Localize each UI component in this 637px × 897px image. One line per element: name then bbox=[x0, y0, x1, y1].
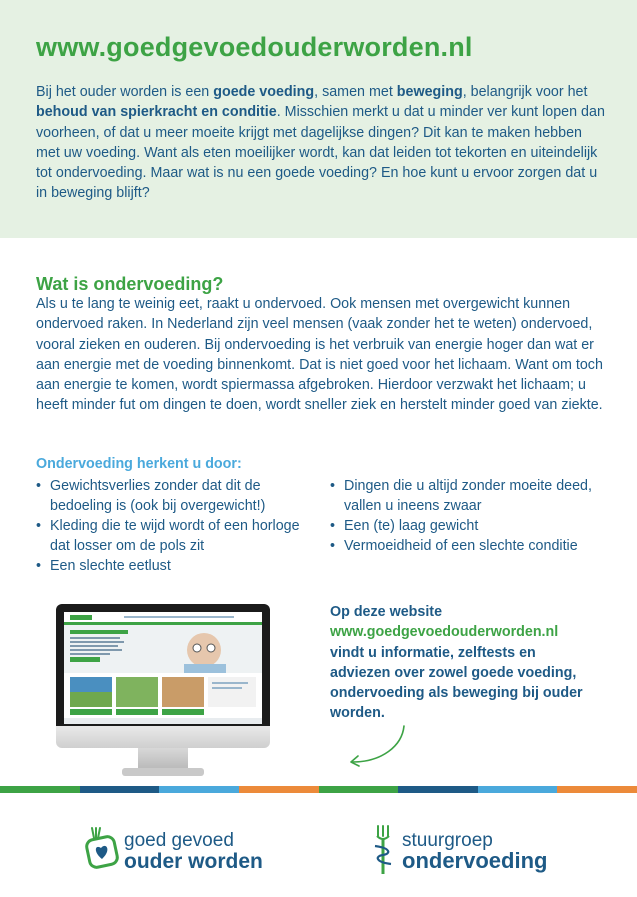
intro-emphasis-beweging: beweging bbox=[396, 84, 463, 100]
caduceus-fork-icon bbox=[368, 824, 398, 876]
callout-url-link[interactable]: www.goedgevoedouderworden.nl bbox=[330, 624, 559, 641]
logo-left-line1: goed gevoed bbox=[124, 830, 234, 851]
signs-title: Ondervoeding herkent u door: bbox=[36, 456, 242, 472]
preview-person bbox=[187, 633, 221, 667]
intro-paragraph bbox=[36, 82, 606, 204]
monitor-chin bbox=[56, 726, 270, 748]
stripe-segment bbox=[159, 786, 239, 793]
stripe-segment bbox=[319, 786, 399, 793]
stripe-segment bbox=[0, 786, 80, 793]
curved-arrow-icon bbox=[342, 724, 412, 768]
preview-tile-2 bbox=[116, 677, 158, 707]
website-monitor-image bbox=[56, 604, 270, 780]
callout-line1: Op deze website bbox=[330, 604, 443, 620]
signs-list-left bbox=[36, 476, 306, 576]
intro-text: , belangrijk voor het bbox=[462, 84, 588, 100]
stripe-segment bbox=[80, 786, 160, 793]
logo-left-line2: ouder worden bbox=[124, 850, 263, 873]
monitor-foot bbox=[122, 768, 204, 776]
logo-right-line2: ondervoeding bbox=[402, 848, 548, 873]
callout-line2: vindt u informatie, zelftests en adviezen over zowel goede voeding, ondervoeding als beweging bij ouder worden. bbox=[330, 644, 583, 722]
stripe-segment bbox=[398, 786, 478, 793]
stripe-segment bbox=[557, 786, 637, 793]
site-url-title: www.goedgevoedouderworden.nl bbox=[36, 32, 473, 62]
preview-tile-3 bbox=[162, 677, 204, 707]
intro-emphasis-spierkracht: behoud van spierkracht en conditie bbox=[36, 104, 277, 121]
plate-heart-icon bbox=[84, 826, 124, 876]
list-item: • Een slechte eetlust bbox=[36, 556, 306, 576]
logo-stuurgroep-ondervoeding bbox=[368, 824, 568, 876]
list-item: • Vermoeidheid of een slechte conditie bbox=[330, 536, 610, 556]
section-heading: Wat is ondervoeding? bbox=[36, 274, 224, 294]
preview-logo bbox=[70, 615, 92, 620]
website-screenshot bbox=[64, 612, 262, 724]
intro-text: Bij het ouder worden is een bbox=[36, 84, 214, 100]
stripe-segment bbox=[239, 786, 319, 793]
intro-text: , samen met bbox=[314, 84, 397, 100]
website-preview-graphic bbox=[64, 612, 262, 724]
list-item: • Een (te) laag gewicht bbox=[330, 516, 610, 536]
list-item: • Kleding die te wijd wordt of een horloge dat losser om de pols zit bbox=[36, 516, 306, 556]
monitor-stand bbox=[138, 748, 188, 770]
list-item: • Gewichtsverlies zonder dat dit de bedoeling is (ook bij overgewicht!) bbox=[36, 476, 306, 516]
logo-goed-gevoed-ouder-worden bbox=[84, 826, 284, 878]
signs-list-right bbox=[330, 476, 610, 556]
intro-emphasis-goede-voeding: goede voeding bbox=[213, 84, 315, 100]
list-item: • Dingen die u altijd zonder moeite deed, vallen u ineens zwaar bbox=[330, 476, 610, 516]
intro-text: . Misschien merkt u dat u minder ver kunt lopen dan voorheen, of dat u meer moeite krijgt met dagelijkse dingen? Dit kan te maken hebben met uw voeding. Want als eten moeilijker wordt, kan dat leiden tot tekorten en uiteindelijk tot ondervoeding. Maar wat is nu een goede voeding? En hoe kunt u ervoor zorgen dat u in beweging blijft? bbox=[36, 104, 605, 202]
stripe-segment bbox=[478, 786, 558, 793]
section-body: Als u te lang te weinig eet, raakt u ondervoed. Ook mensen met overgewicht kunnen ondervoed raken. In Nederland zijn veel mensen (vaak zonder het te weten) ondervoed, vooral zieken en ouderen. Bij ondervoeding is het verbruik van energie hoger dan wat er aan energie met de voeding binnenkomt. Dat is niet goed voor het lichaam. Want om toch aan energie te komen, wordt spiermassa afgebroken. Hierdoor verzwakt het lichaam; u heeft minder fut om dingen te doen, wordt sneller ziek en herstelt minder goed van ziekte. bbox=[36, 296, 603, 414]
logo-right-line1: stuurgroep bbox=[402, 830, 493, 851]
website-callout bbox=[330, 602, 600, 724]
